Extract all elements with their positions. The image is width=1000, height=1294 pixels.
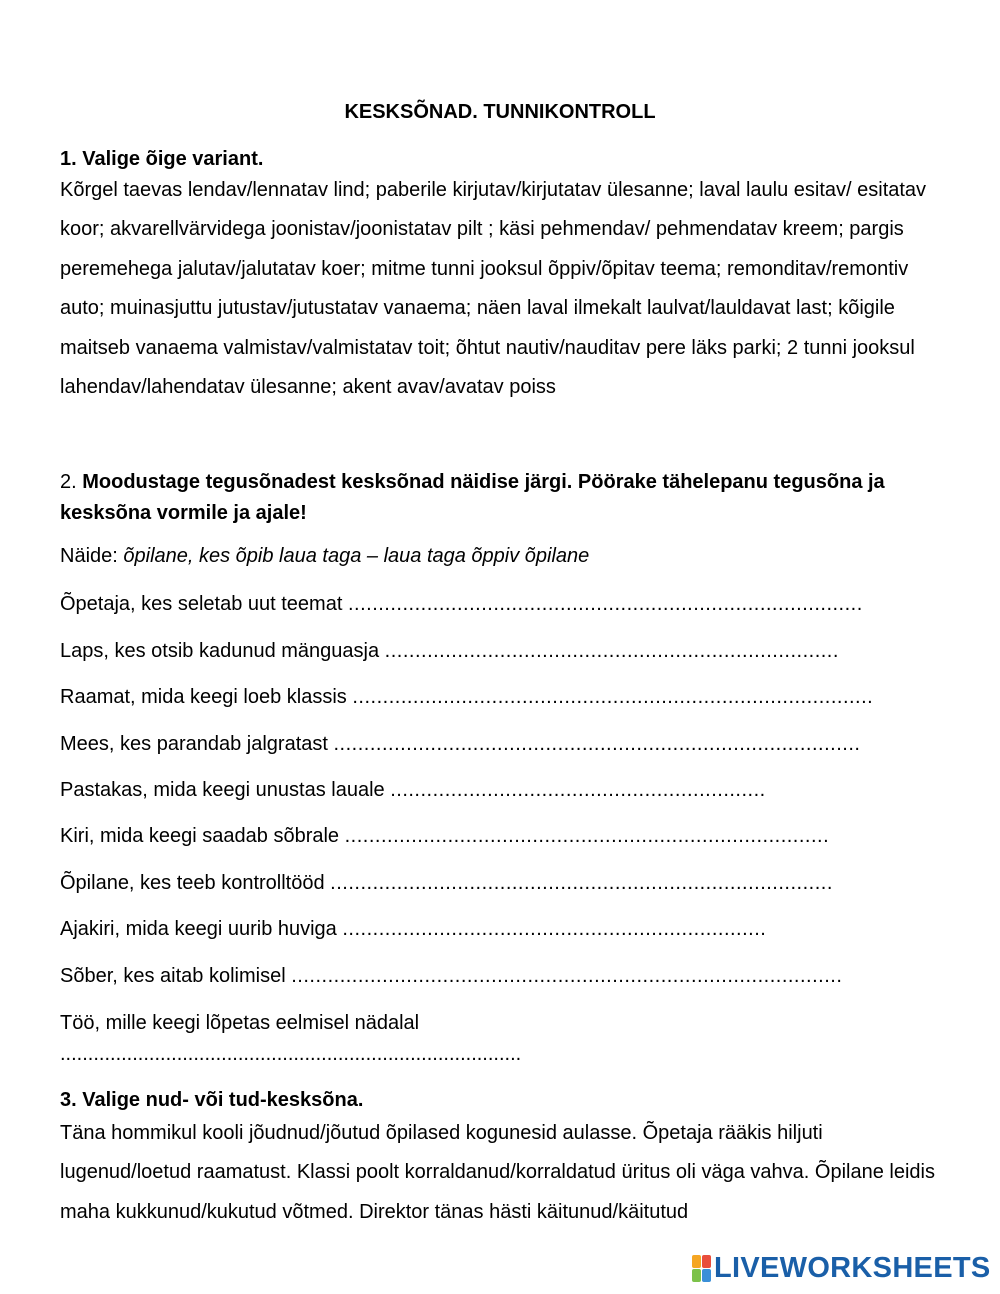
exercise-prompt: Mees, kes parandab jalgratast (60, 733, 328, 755)
exercise-prompt: Ajakiri, mida keegi uurib huviga (60, 918, 337, 940)
answer-blank[interactable]: ...................................................................................... (352, 686, 874, 708)
exercise-item (60, 640, 839, 663)
exercise-prompt: Töö, mille keegi lõpetas eelmisel nädalal (60, 1012, 420, 1034)
logo-square (692, 1255, 701, 1268)
exercise-item (60, 1012, 419, 1035)
section3-heading: 3. Valige nud- või tud-kesksõna. (60, 1089, 364, 1111)
answer-blank[interactable]: ................................................................................... (60, 1043, 522, 1065)
exercise-prompt: Sõber, kes aitab kolimisel (60, 965, 286, 987)
exercise-prompt: Õpetaja, kes seletab uut teemat (60, 593, 343, 615)
section2-heading-text: Moodustage tegusõnadest kesksõnad näidise järgi. Pöörake tähelepanu tegusõna ja kesksõna vormile ja ajale! (60, 471, 885, 524)
exercise-prompt: Pastakas, mida keegi unustas lauale (60, 779, 385, 801)
exercise-item (60, 872, 833, 895)
example-label: Näide: (60, 545, 118, 567)
logo-square (702, 1269, 711, 1282)
answer-blank[interactable]: .............................................................. (390, 779, 766, 801)
exercise-item (60, 965, 842, 988)
logo-square (702, 1255, 711, 1268)
answer-blank[interactable]: ...................................................................... (342, 918, 767, 940)
exercise-item (60, 825, 829, 848)
answer-blank[interactable]: ................................................................................... (330, 872, 833, 894)
example-text: õpilane, kes õpib laua taga – laua taga õppiv õpilane (123, 545, 590, 567)
exercise-item (60, 918, 766, 941)
page-title: KESKSÕNAD. TUNNIKONTROLL (344, 101, 656, 123)
answer-blank[interactable]: ....................................................................................... (333, 733, 861, 755)
answer-blank[interactable]: ........................................................................... (384, 640, 839, 662)
logo-text: LIVEWORKSHEETS (714, 1251, 991, 1284)
liveworksheets-logo-icon (692, 1255, 710, 1281)
answer-blank[interactable]: ................................................................................ (344, 825, 830, 847)
exercise-item (60, 779, 766, 802)
exercise-prompt: Kiri, mida keegi saadab sõbrale (60, 825, 340, 847)
exercise-prompt: Õpilane, kes teeb kontrolltööd (60, 872, 325, 894)
liveworksheets-logo[interactable] (692, 1253, 991, 1283)
section1-body: Kõrgel taevas lendav/lennatav lind; paberile kirjutav/kirjutatav ülesanne; laval laulu esitav/ esitatav koor; akvarellvärvidega joonistav/joonistatav pilt ; käsi pehmendav/ pehmendatav kreem; pargis peremehega jalutav/jalutatav koer; mitme tunni jooksul õppiv/õpitav teema; remonditav/remontiv auto; muinasjuttu jutustav/jutustatav vanaema; näen laval ilmekalt laulvat/lauldavat last; kõigile maitseb vanaema valmistav/valmistatav toit; õhtut nautiv/nauditav pere läks parki; 2 tunni jooksul lahendav/lahendatav ülesanne; akent avav/avatav poiss (60, 179, 927, 399)
answer-blank[interactable]: ..................................................................................... (347, 593, 863, 615)
example-line (60, 545, 589, 568)
exercise-item (60, 593, 863, 616)
exercise-prompt: Laps, kes otsib kadunud mänguasja (60, 640, 380, 662)
answer-blank[interactable]: ........................................................................................... (291, 965, 843, 987)
section1-heading: 1. Valige õige variant. (60, 148, 264, 170)
exercise-item (60, 733, 860, 756)
exercise-item (60, 686, 873, 709)
section2-number: 2. (60, 471, 77, 493)
section2-heading (60, 467, 940, 529)
section3-body: Täna hommikul kooli jõudnud/jõutud õpilased kogunesid aulasse. Õpetaja rääkis hiljuti lugenud/loetud raamatust. Klassi poolt korraldanud/korraldatud üritus oli väga vahva. Õpilane leidis maha kukkunud/kukutud võtmed. Direktor tänas hästi käitunud/käitutud (60, 1122, 935, 1223)
logo-square (692, 1269, 701, 1282)
exercise-prompt: Raamat, mida keegi loeb klassis (60, 686, 347, 708)
